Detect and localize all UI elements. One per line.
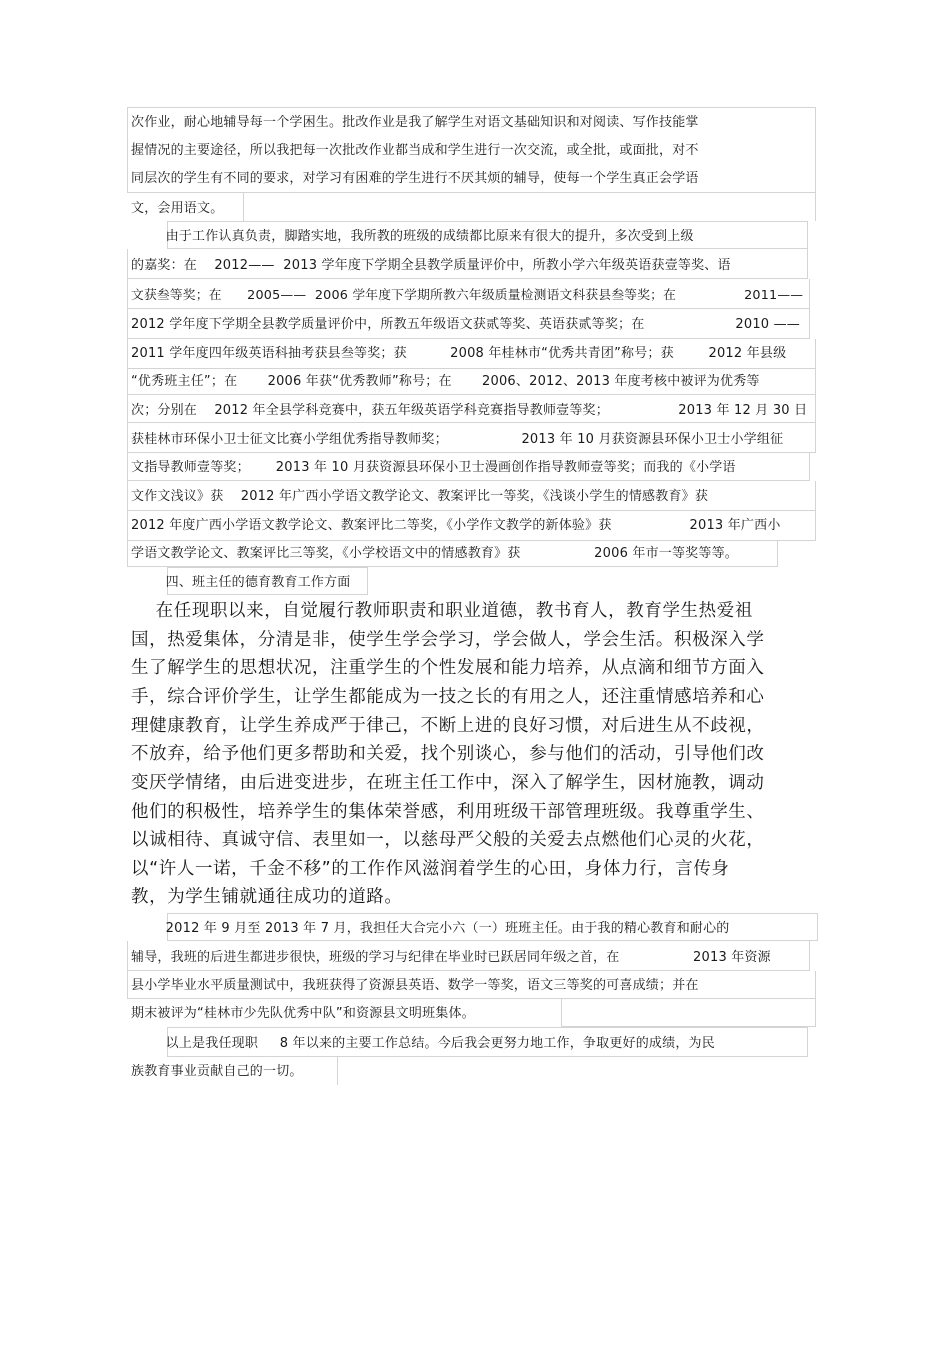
text-line: 族教育事业贡献自己的一切。 [131,1064,303,1079]
text-line: 同层次的学生有不同的要求，对学习有困难的学生进行不厌其烦的辅导，使每一个学生真正会学语 [131,171,699,186]
text-line: 生了解学生的思想状况，注重学生的个性发展和能力培养，从点滴和细节方面入 [131,658,765,678]
text-line: 文获叁等奖；在 2005—— 2006 学年度下学期所教六年级质量检测语文科获县叁等奖；在 2011—— [131,288,804,303]
text-line: 理健康教育，让学生养成严于律己，不断上进的良好习惯，对后进生从不歧视， [131,716,765,736]
text-line: 获桂林市环保小卫士征文比赛小学组优秀指导教师奖； 2013 年 10 月获资源县环保小卫士小学组征 [131,432,784,447]
text-line: 文作文浅议》获 2012 年广西小学语文教学论文、教案评比一等奖，《浅谈小学生的情感教育》获 [131,489,709,504]
text-line: 他们的积极性，培养学生的集体荣誉感，利用班级干部管理班级。我尊重学生、 [131,802,765,822]
text-box-outline [561,999,816,1027]
text-line: 次；分别在 2012 年全县学科竞赛中，获五年级英语学科竞赛指导教师壹等奖； 2013 年 12 月 30 日 [131,403,808,418]
text-line: 国，热爱集体，分清是非，使学生学会学习，学会做人，学会生活。积极深入学 [131,630,765,650]
text-line: 2012 年 9 月至 2013 年 7 月，我担任大合完小六（一）班班主任。由于我的精心教育和耐心的 [131,921,730,936]
text-line: 2012 年度广西小学语文教学论文、教案评比二等奖，《小学作文教学的新体验》获 2013 年广西小 [131,518,781,533]
text-line: 变厌学情绪，由后进变进步，在班主任工作中，深入了解学生，因材施教，调动 [131,773,765,793]
text-line: 2012 学年度下学期全县教学质量评价中，所教五年级语文获贰等奖、英语获贰等奖；在 2010 —— [131,317,801,332]
text-line: 不放弃，给予他们更多帮助和关爱，找个别谈心，参与他们的活动，引导他们改 [131,744,765,764]
text-line: 以诚相待、真诚守信、表里如一，以慈母严父般的关爱去点燃他们心灵的火花， [131,830,765,850]
section-heading: 四、班主任的德育教育工作方面 [131,575,351,590]
text-box-outline [337,1057,808,1085]
text-line: 文，会用语文。 [131,201,224,216]
text-line: 的嘉奖：在 2012—— 2013 学年度下学期全县教学质量评价中，所教小学六年级英语获壹等奖、语 [131,258,731,273]
text-line: 手，综合评价学生，让学生都能成为一技之长的有用之人，还注重情感培养和心 [131,687,765,707]
text-line: 在任现职以来，自觉履行教师职责和职业道德，教书育人，教育学生热爱祖 [131,601,753,621]
text-line: 教，为学生铺就通往成功的道路。 [131,887,403,907]
text-line: 握情况的主要途径，所以我把每一次批改作业都当成和学生进行一次交流，或全批，或面批，对不 [131,143,699,158]
text-line: 次作业，耐心地辅导每一个学困生。批改作业是我了解学生对语文基础知识和对阅读、写作技能掌 [131,115,699,130]
text-box-outline [243,193,816,221]
text-line: 以“许人一诺，千金不移”的工作作风滋润着学生的心田，身体力行，言传身 [131,859,730,879]
text-line: 由于工作认真负责，脚踏实地，我所教的班级的成绩都比原来有很大的提升，多次受到上级 [131,229,694,244]
text-line: 文指导教师壹等奖； 2013 年 10 月获资源县环保小卫士漫画创作指导教师壹等奖；而我的《小学语 [131,460,736,475]
text-line: 辅导，我班的后进生都进步很快，班级的学习与纪律在毕业时已跃居同年级之首，在 2013 年资源 [131,950,771,965]
text-line: 学语文教学论文、教案评比三等奖，《小学校语文中的情感教育》获 2006 年市一等奖等等。 [131,546,738,561]
text-line: 期末被评为“桂林市少先队优秀中队”和资源县文明班集体。 [131,1006,475,1021]
text-line: 以上是我任现职 8 年以来的主要工作总结。今后我会更努力地工作，争取更好的成绩，为民 [131,1036,715,1051]
text-line: 县小学毕业水平质量测试中，我班获得了资源县英语、数学一等奖，语文三等奖的可喜成绩；并在 [131,978,699,993]
text-line: “优秀班主任”；在 2006 年获“优秀教师”称号；在 2006、2012、2013 年度考核中被评为优秀等 [131,374,760,389]
text-line: 2011 学年度四年级英语科抽考获县叁等奖；获 2008 年桂林市“优秀共青团”称号；获 2012 年县级 [131,346,787,361]
